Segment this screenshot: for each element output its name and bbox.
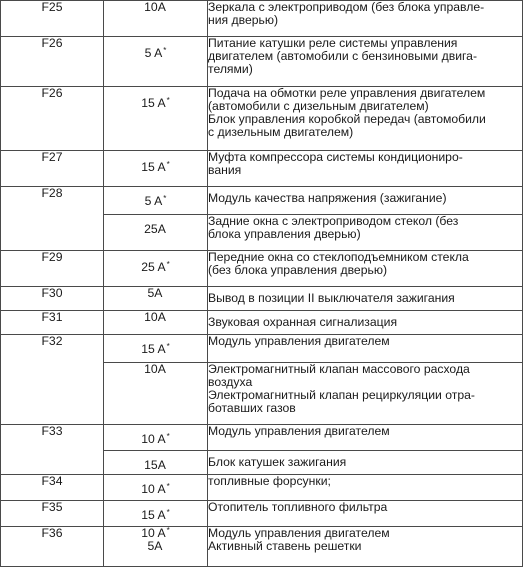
fuse-number: F27	[1, 151, 104, 187]
fuse-rating: 10 A*	[104, 475, 208, 501]
fuse-number: F26	[1, 87, 104, 151]
fuse-rating: 15 A*	[104, 501, 208, 527]
fuse-description: Передние окна со стеклоподъемником стекла (без блока управления дверью)	[208, 251, 523, 287]
table-row	[1, 37, 523, 87]
fuse-number: F31	[1, 311, 104, 335]
fuse-rating: 5 A*	[104, 187, 208, 215]
fuse-description: Модуль управления двигателем	[208, 335, 523, 363]
table-row	[1, 475, 523, 501]
fuse-description: Питание катушки реле системы управления двигателем (автомобили с бензиновыми двига- телями)	[208, 37, 523, 87]
table-row	[1, 187, 523, 215]
table-row	[1, 87, 523, 151]
fuse-rating: 10A	[104, 311, 208, 335]
table-row	[1, 311, 523, 335]
fuse-rating: 10 A* 5A	[104, 527, 208, 567]
table-row	[1, 425, 523, 451]
fuse-description: Зеркала с электроприводом (без блока управле- ния дверью)	[208, 1, 523, 37]
fuse-description: Задние окна с электроприводом стекол (без блока управления дверью)	[208, 215, 523, 251]
fuse-description: Вывод в позиции II выключателя зажигания	[208, 287, 523, 311]
fuse-description: Модуль управления двигателем	[208, 425, 523, 451]
fuse-number: F26	[1, 37, 104, 87]
fuse-number: F25	[1, 1, 104, 37]
fuse-description: Модуль качества напряжения (зажигание)	[208, 187, 523, 215]
fuse-number: F33	[1, 425, 104, 475]
fuse-description: Звуковая охранная сигнализация	[208, 311, 523, 335]
fuse-description: Электромагнитный клапан массового расхода воздуха Электромагнитный клапан рециркуляции отра- ботавших газов	[208, 363, 523, 425]
table-row	[1, 251, 523, 287]
fuse-rating: 10A	[104, 363, 208, 425]
fuse-description: Муфта компрессора системы кондициониро- вания	[208, 151, 523, 187]
table-row	[1, 335, 523, 363]
table-row	[1, 1, 523, 37]
fuse-number: F35	[1, 501, 104, 527]
fuse-description: Модуль управления двигателем Активный ставень решетки	[208, 527, 523, 567]
fuse-rating: 10A	[104, 1, 208, 37]
fuse-rating: 15A	[104, 451, 208, 475]
fuse-rating: 15 A*	[104, 335, 208, 363]
fuse-number: F32	[1, 335, 104, 425]
fuse-number: F30	[1, 287, 104, 311]
table-row	[1, 287, 523, 311]
fuse-description: Блок катушек зажигания	[208, 451, 523, 475]
table-row	[1, 527, 523, 567]
fuse-description: Подача на обмотки реле управления двигателем (автомобили с дизельным двигателем) Блок управления коробкой передач (автомобили с дизельным двигателем)	[208, 87, 523, 151]
fuse-number: F28	[1, 187, 104, 251]
fuse-description: Отопитель топливного фильтра	[208, 501, 523, 527]
table-row	[1, 501, 523, 527]
fuse-rating: 5 A*	[104, 37, 208, 87]
fuse-rating: 25A	[104, 215, 208, 251]
fuse-rating: 15 A*	[104, 151, 208, 187]
fuse-rating: 5A	[104, 287, 208, 311]
fuse-rating: 10 A*	[104, 425, 208, 451]
fuse-rating: 15 A*	[104, 87, 208, 151]
fuse-rating: 25 A*	[104, 251, 208, 287]
fuse-description: топливные форсунки;	[208, 475, 523, 501]
fuse-number: F36	[1, 527, 104, 567]
table-row	[1, 151, 523, 187]
fuse-number: F29	[1, 251, 104, 287]
fuse-number: F34	[1, 475, 104, 501]
